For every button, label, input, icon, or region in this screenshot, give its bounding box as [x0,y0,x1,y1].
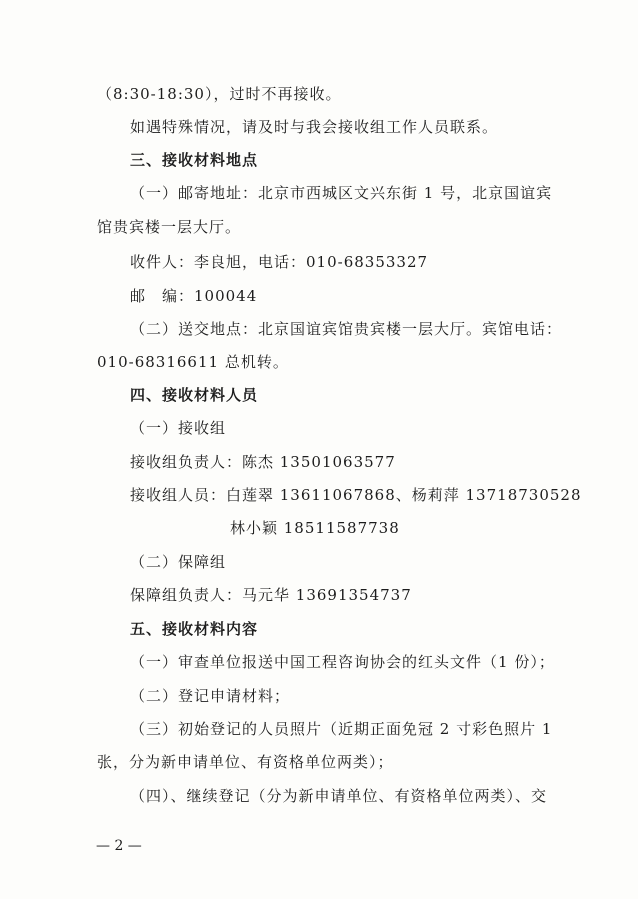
text-line-group-leader: 接收组负责人：陈杰 13501063577 [130,453,396,471]
text-line-contact-note: 如遇特殊情况，请及时与我会接收组工作人员联系。 [130,118,499,136]
text-line-deadline: （8:30-18:30），过时不再接收。 [97,85,342,103]
text-line-recipient: 收件人：李良旭，电话：010-68353327 [130,253,429,271]
text-line-delivery-place: （二）送交地点：北京国谊宾馆贵宾楼一层大厅。宾馆电话： [130,320,563,338]
section-heading-4: 四、接收材料人员 [130,386,259,404]
text-line-hotel-phone: 010-68316611 总机转。 [97,353,289,371]
section-heading-3: 三、接收材料地点 [130,151,259,169]
text-line-mail-address-cont: 馆贵宾楼一层大厅。 [97,218,242,236]
text-line-photos: （三）初始登记的人员照片（近期正面免冠 2 寸彩色照片 1 [130,720,553,738]
page-number: — 2 — [96,838,142,854]
text-line-receiving-group: （一）接收组 [130,419,227,437]
text-line-red-header-doc: （一）审查单位报送中国工程咨询协会的红头文件（1 份）； [130,653,555,671]
text-line-support-leader: 保障组负责人：马元华 13691354737 [130,586,412,604]
text-line-support-group: （二）保障组 [130,553,227,571]
text-line-mail-address: （一）邮寄地址：北京市西城区文兴东街 1 号，北京国谊宾 [130,184,553,202]
text-line-application-materials: （二）登记申请材料； [130,687,291,705]
text-line-renewal: （四）、继续登记（分为新申请单位、有资格单位两类）、交 [130,787,548,805]
text-line-group-members: 接收组人员：白莲翠 13611067868、杨莉萍 13718730528 [130,486,582,504]
text-line-postcode: 邮 编：100044 [130,287,258,305]
text-line-group-member-extra: 林小颖 18511587738 [230,519,400,537]
section-heading-5: 五、接收材料内容 [130,620,259,638]
text-line-photos-cont: 张，分为新申请单位、有资格单位两类）； [97,753,394,771]
